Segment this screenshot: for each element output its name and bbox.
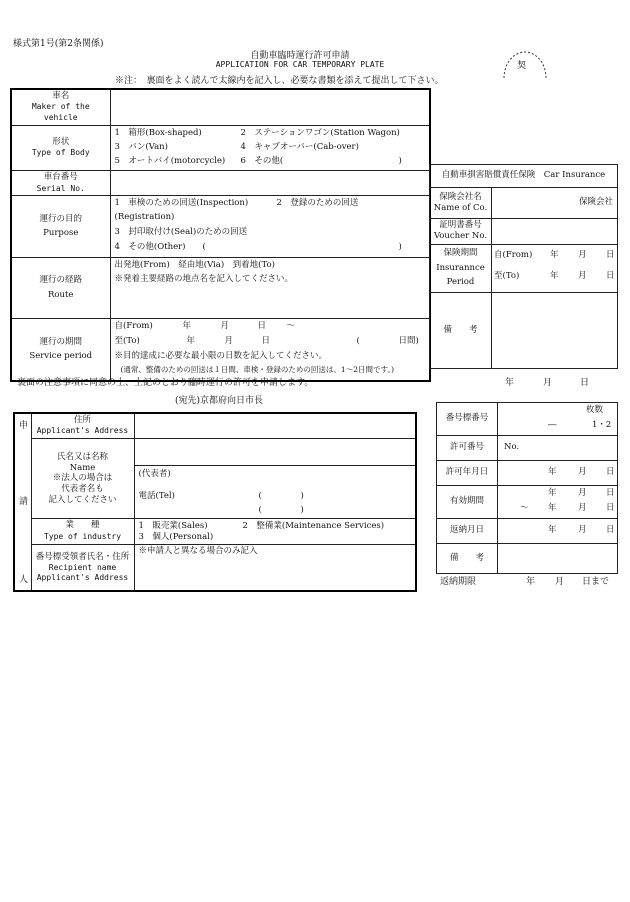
deadline-label: 返納期限 [440,577,477,587]
office-remarks-label: 備 考 [437,544,498,574]
plate-number-field[interactable]: 枚数 ― 1・2 [498,403,618,436]
valid-period-field[interactable]: 年 月 日 ～ 年 月 日 [498,486,618,519]
recipient-field[interactable]: ※申請人と異なる場合のみ記入 [134,544,416,591]
route-label: 運行の経路 Route [11,258,110,319]
permit-date-field[interactable]: 年 月 日 [498,461,618,486]
insurance-remarks-label: 備 考 [430,292,492,368]
consent-year: 年 [505,378,515,388]
vehicle-table [10,88,431,382]
title-ja: 自動車臨時運行許可申請 [250,51,350,61]
serial-field[interactable] [110,171,430,196]
name-label: 氏名又は名称 Name ※法人の場合は 代表者名も 記入してください [31,439,134,519]
body-type-label: 形状 Type of Body [11,126,110,171]
insurance-company-label: 保険会社名 Name of Co. [430,188,492,219]
route-field[interactable]: 出発地(From) 経由地(Via) 到着地(To) ※発着主要経路の地点名を記入してください。 [110,258,430,319]
valid-period-label: 有効期間 [437,486,498,519]
industry-options[interactable]: 1 販売業(Sales) 2 整備業(Maintenance Services) 3 個人(Personal) [134,519,416,544]
plate-number-label: 番号標番号 [437,403,498,436]
addressee: (宛先)京都府向日市長 [175,396,264,406]
office-remarks-field[interactable] [498,544,618,574]
period-field[interactable]: 自(From) 年 月 日 ～ 至(To) 年 月 日 ( 日間) ※目的達成に必要な最小限の日数を記入してください。 (通常、整備のための回送は１日間、車検・登録のための回送は、1～2日間です。) [110,319,430,381]
title-en: APPLICATION FOR CAR TEMPORARY PLATE [215,60,385,69]
purpose-options[interactable]: 1 車検のための回送(Inspection) 2 登録のための回送 (Registration) 3 封印取付け(Seal)のための回送 4 その他(Other) ( ) [110,196,430,258]
deadline-suffix: 日まで [582,577,610,587]
applicant-table [13,412,417,592]
office-table [436,402,618,574]
insurance-header: 自動車損害賠償責任保険 Car Insurance [430,165,618,188]
consent-text: 裏面の注意事項に同意の上、上記のとおり臨時運行の許可を申請します。 [17,378,314,388]
insurance-period-field[interactable]: 自(From) 年 月 日 至(To) 年 月 日 [492,244,618,292]
permit-date-label: 許可年月日 [437,461,498,486]
body-type-options[interactable]: 1 箱形(Box-shaped) 2 ステーションワゴン(Station Wagon) 3 バン(Van) 4 キャブオーバー(Cab-over) 5 オートバイ(motorcycle) 6 その他( ) [110,126,430,171]
insurance-remarks-field[interactable] [492,292,618,368]
voucher-field[interactable] [492,219,618,245]
address-field[interactable] [134,413,416,439]
stamp-label: 契 [517,61,527,71]
return-date-field[interactable]: 年 月 日 [498,519,618,544]
insurance-company-field[interactable]: 保険会社 [492,188,618,219]
form-number: 様式第1号(第2条関係) [13,39,104,49]
address-label: 住所 Applicant's Address [31,413,134,439]
consent-month: 月 [543,378,553,388]
deadline-year: 年 [526,577,536,587]
period-label: 運行の期間 Service period [11,319,110,381]
serial-label: 車台番号 Serial No. [11,171,110,196]
consent-day: 日 [580,378,590,388]
permit-number-field[interactable]: No. [498,436,618,461]
name-field[interactable]: (代表者) 電話(Tel) ( ) ( ) [134,439,416,519]
recipient-label: 番号標受領者氏名・住所 Recipient name Applicant's Address [31,544,134,591]
insurance-period-label: 保険期間 Insurannce Period [430,244,492,292]
permit-number-label: 許可番号 [437,436,498,461]
industry-label: 業 種 Type of industry [31,519,134,544]
deadline-month: 月 [555,577,565,587]
maker-label: 車名 Maker of the vehicle [11,89,110,126]
return-date-label: 返納月日 [437,519,498,544]
voucher-label: 証明書番号 Voucher No. [430,219,492,245]
insurance-table [429,164,618,369]
note: ※注： 裏面をよく読んで太線内を記入し、必要な書類を添えて提出して下さい。 [115,76,444,86]
applicant-side-label: 申 請 人 [14,413,31,591]
purpose-label: 運行の目的 Purpose [11,196,110,258]
maker-field[interactable] [110,89,430,126]
